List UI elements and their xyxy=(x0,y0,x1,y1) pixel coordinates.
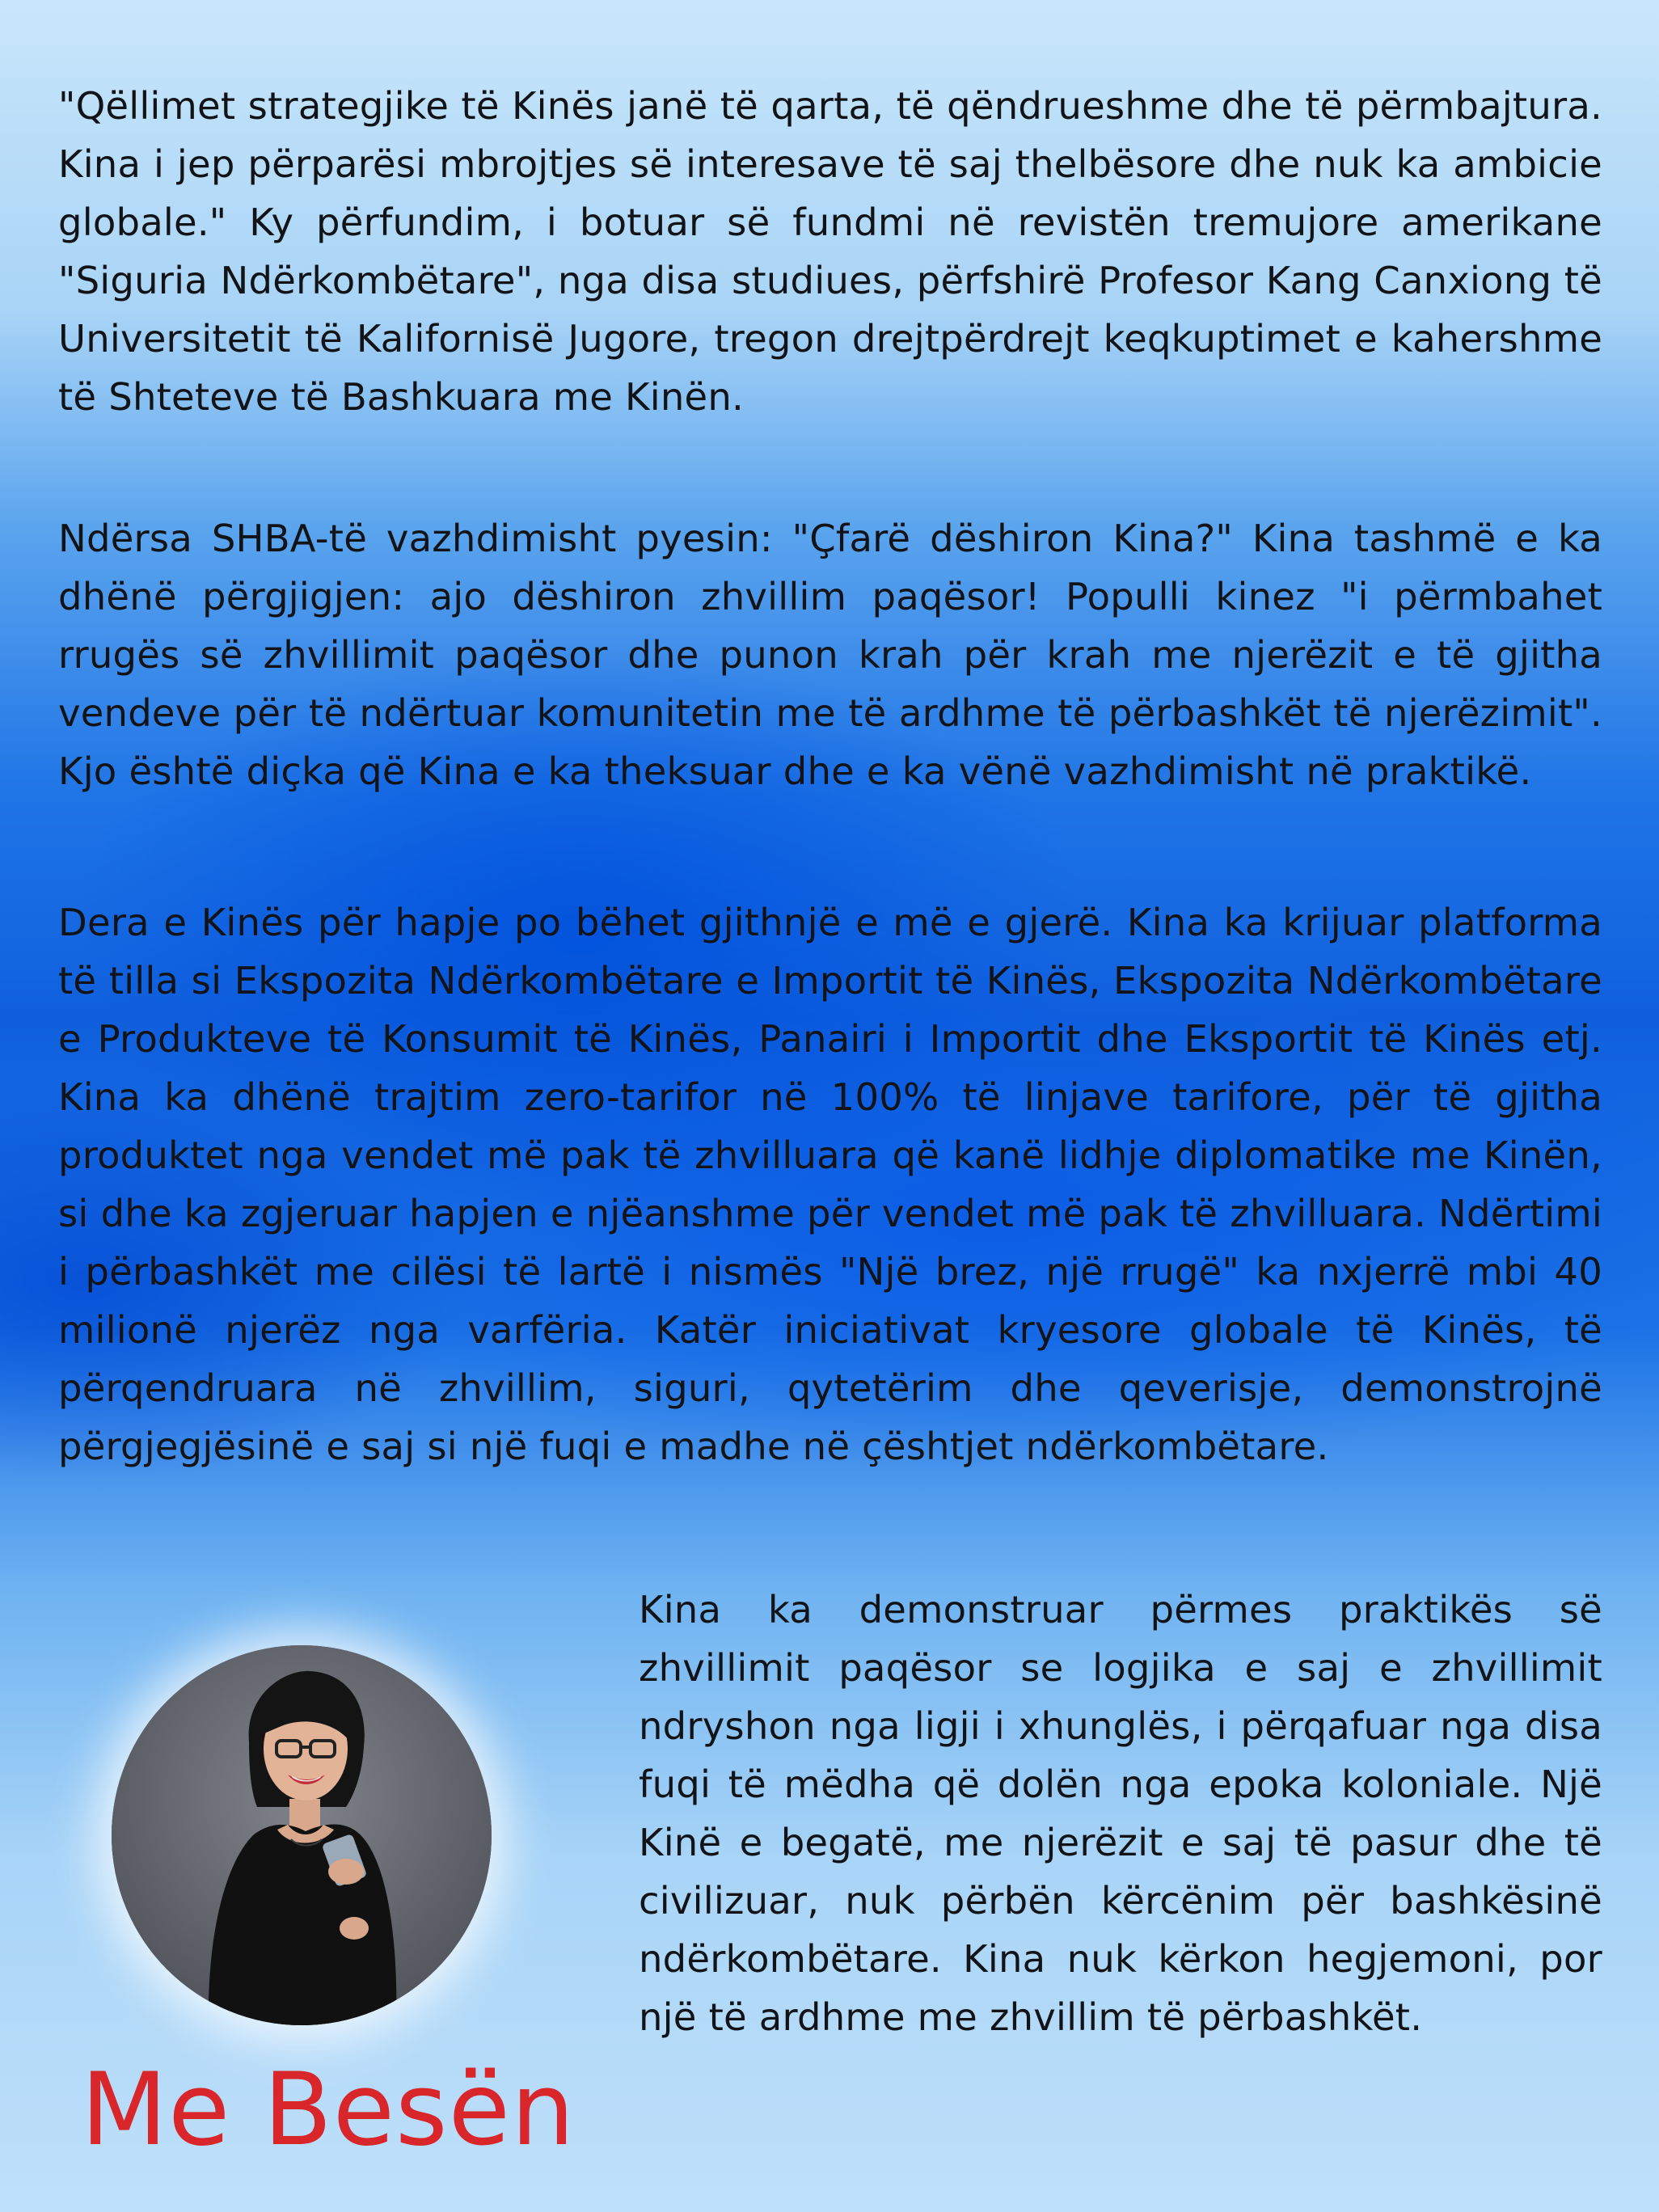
signature-logo: Me Besën xyxy=(81,2052,576,2168)
author-portrait xyxy=(112,1645,492,2025)
author-photo-illustration xyxy=(112,1645,492,2025)
paragraph-2: Ndërsa SHBA-të vazhdimisht pyesin: "Çfarë dëshiron Kina?" Kina tashmë e ka dhënë përgjigjen: ajo dëshiron zhvillim paqësor! Populli kinez "i përmbahet rrugës së zhvillimit paqësor dhe punon krah për krah me njerëzit e të gjitha vendeve për të ndërtuar komunitetin me të ardhme të përbashkët të njerëzimit". Kjo është diçka që Kina e ka theksuar dhe e ka vënë vazhdimisht në praktikë. xyxy=(58,517,1602,793)
paragraph-3: Dera e Kinës për hapje po bëhet gjithnjë e më e gjerë. Kina ka krijuar platforma të tilla si Ekspozita Ndërkombëtare e Importit të Kinës, Ekspozita Ndërkombëtare e Produkteve të Konsumit të Kinës, Panairi i Importit dhe Eksportit të Kinës etj. Kina ka dhënë trajtim zero-tarifor në 100% të linjave tarifore, për të gjitha produktet nga vendet më pak të zhvilluara që kanë lidhje diplomatike me Kinën, si dhe ka zgjeruar hapjen e njëanshme për vendet më pak të zhvilluara. Ndërtimi i përbashkët me cilësi të lartë i nismës "Një brez, një rrugë" ka nxjerrë mbi 40 milionë njerëz nga varfëria. Katër iniciativat kryesore globale të Kinës, të përqendruara në zhvillim, siguri, qytetërim dhe qeverisje, demonstrojnë përgjegjësinë e saj si një fuqi e madhe në çështjet ndërkombëtare. xyxy=(58,901,1602,1468)
paragraph-4: Kina ka demonstruar përmes praktikës së zhvillimit paqësor se logjika e saj e zhvillimit ndryshon nga ligji i xhunglës, i përqafuar nga disa fuqi të mëdha që dolën nga epoka koloniale. Një Kinë e begatë, me njerëzit e saj të pasur dhe të civilizuar, nuk përbën kërcënim për bashkësinë ndërkombëtare. Kina nuk kërkon hegjemoni, por një të ardhme me zhvillim të përbashkët. xyxy=(639,1588,1602,2039)
paragraph-1: "Qëllimet strategjike të Kinës janë të qarta, të qëndrueshme dhe të përmbajtura. Kina i jep përparësi mbrojtjes së interesave të saj thelbësore dhe nuk ka ambicie globale." Ky përfundim, i botuar së fundmi në revistën tremujore amerikane "Siguria Ndërkombëtare", nga disa studiues, përfshirë Profesor Kang Canxiong të Universitetit të Kalifornisë Jugore, tregon drejtpërdrejt keqkuptimet e kahershme të Shteteve të Bashkuara me Kinën. xyxy=(58,84,1602,419)
